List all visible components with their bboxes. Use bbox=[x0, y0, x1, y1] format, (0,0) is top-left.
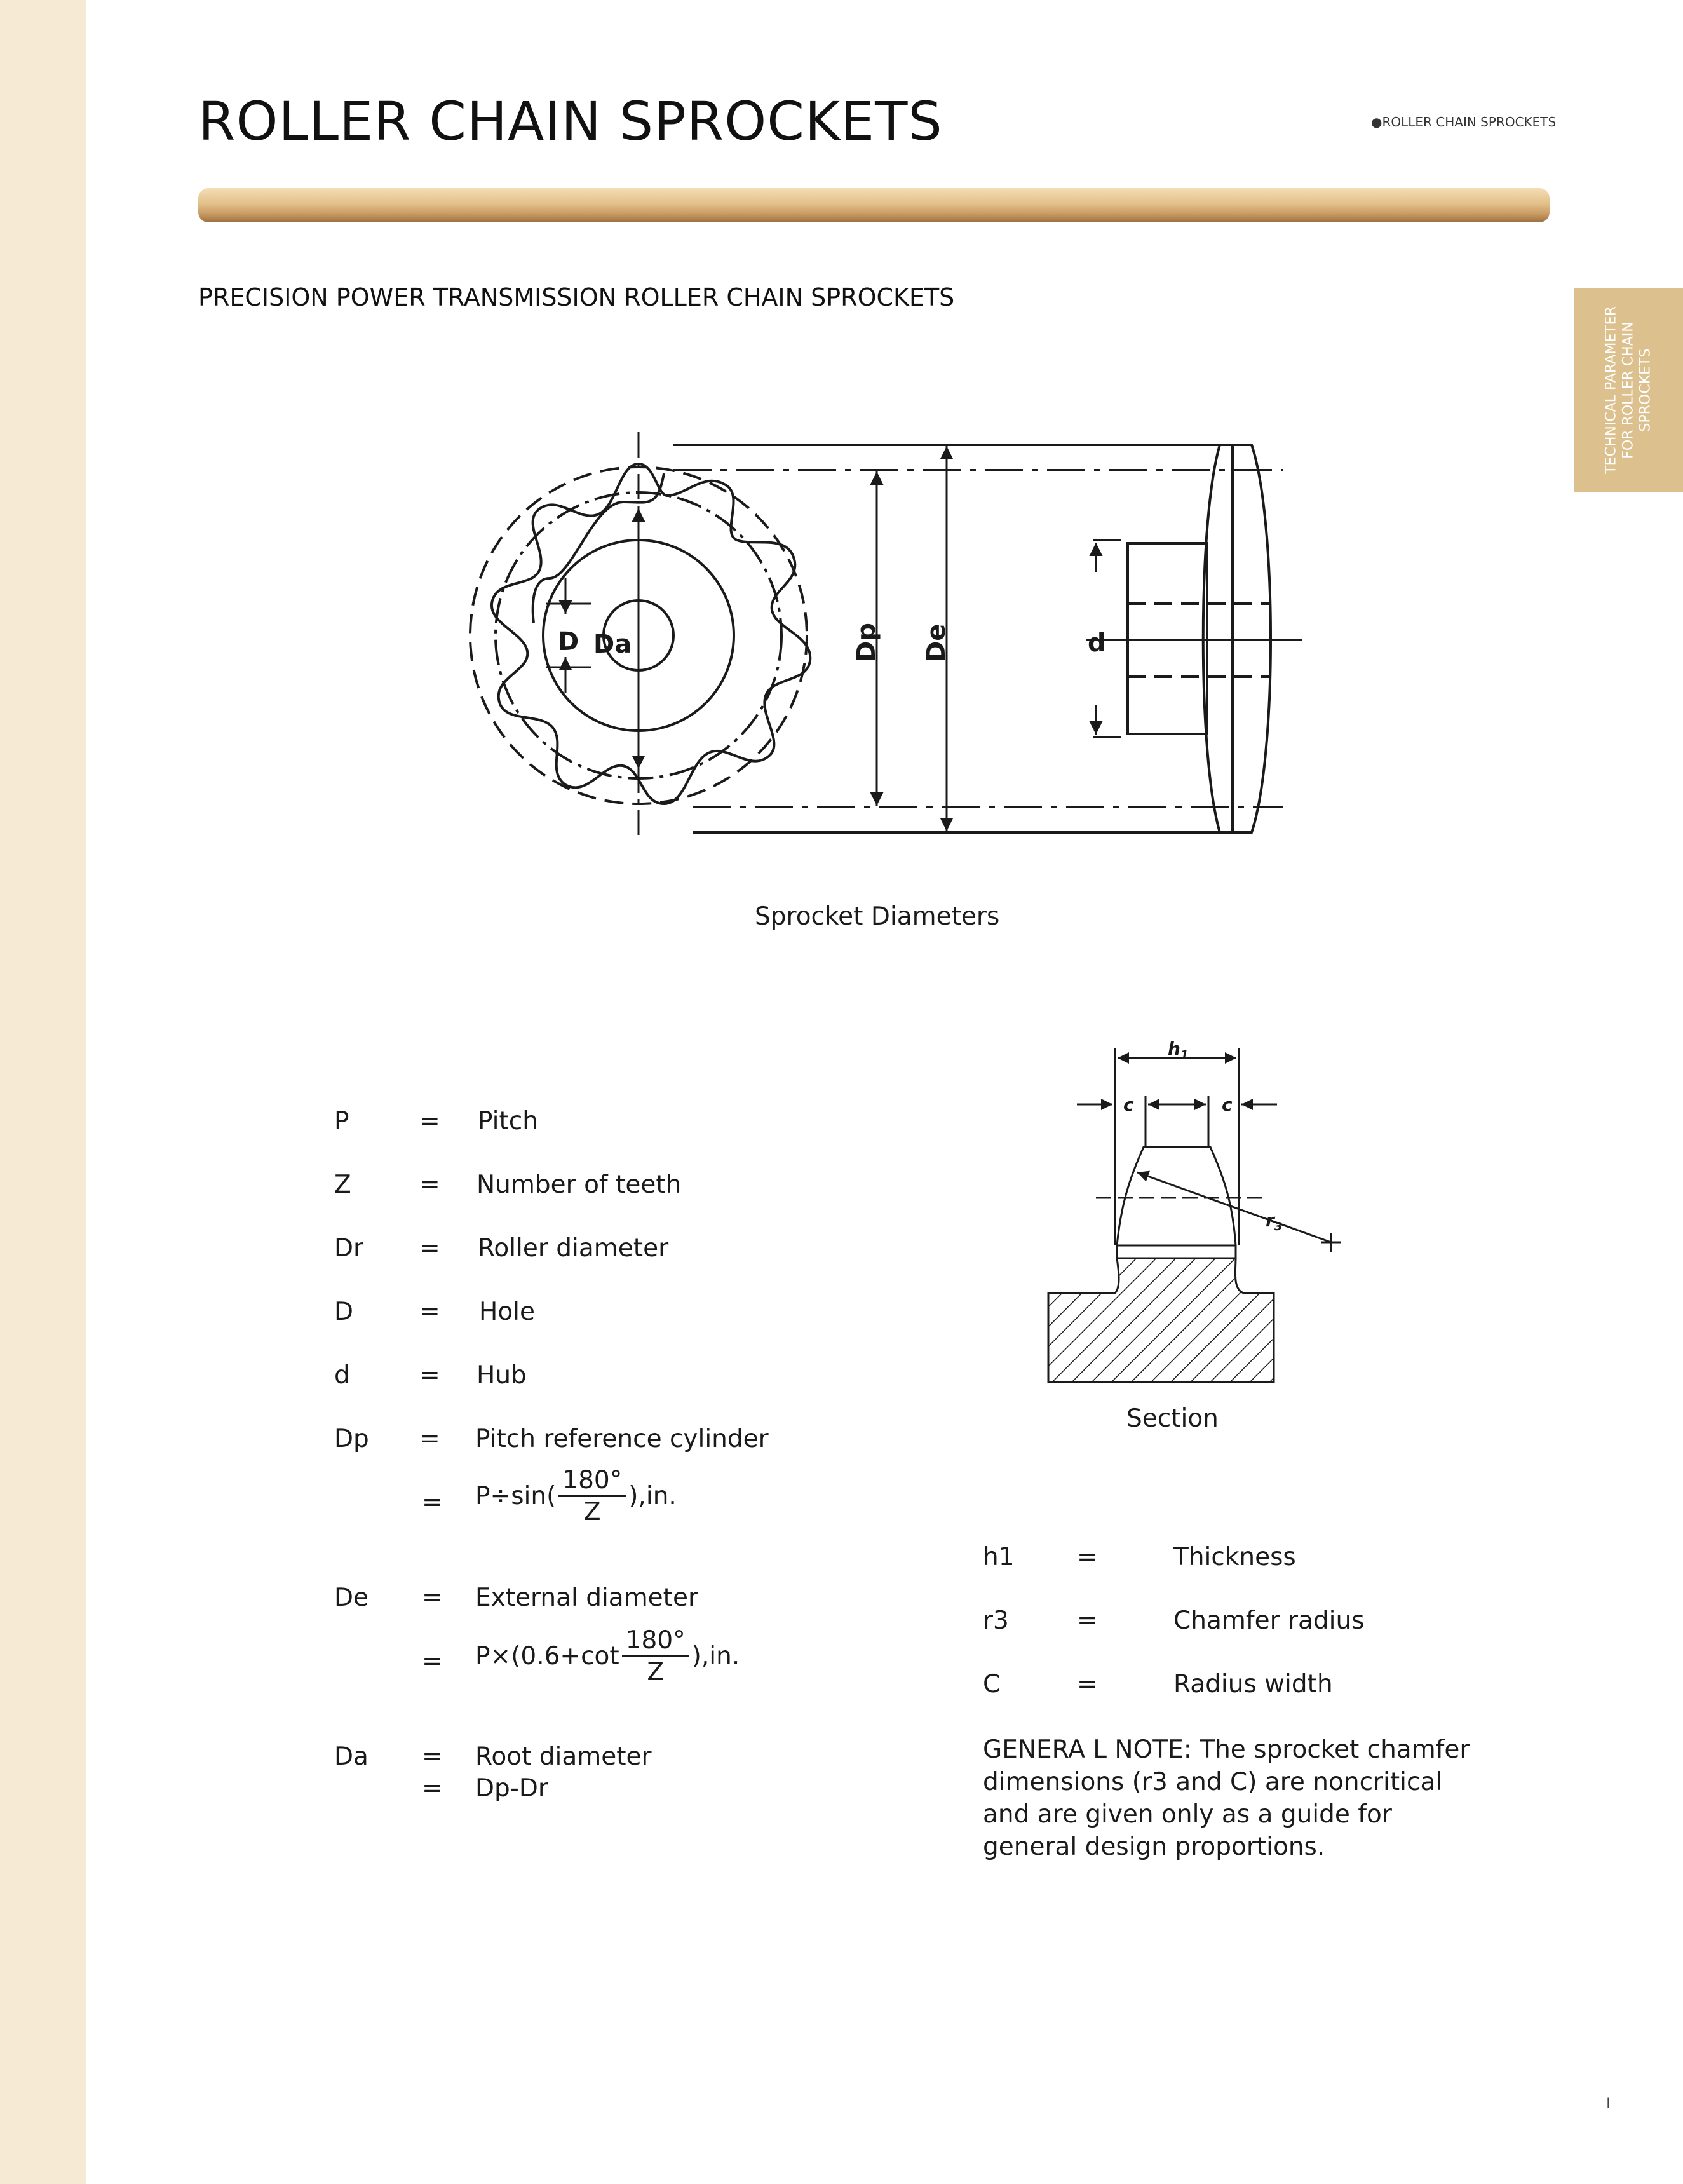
label-c-right: c bbox=[1222, 1094, 1233, 1115]
label-Dp: Dp bbox=[852, 623, 881, 662]
page-number: I bbox=[1606, 2094, 1611, 2112]
def-text-pitch: Pitch bbox=[478, 1107, 538, 1136]
general-note: GENERA L NOTE: The sprocket chamfer dimensions (r3 and C) are noncritical and are given only as a guide for general design proportions. bbox=[983, 1735, 1470, 1861]
formula-dp-fraction bbox=[558, 1468, 626, 1524]
label-d: d bbox=[1088, 628, 1106, 658]
def-symbol-h1: h1 bbox=[983, 1543, 1015, 1571]
def-equals: = bbox=[1077, 1606, 1098, 1635]
header-divider-bar bbox=[198, 188, 1550, 222]
section-caption: Section bbox=[1126, 1404, 1219, 1433]
def-equals: = bbox=[419, 1107, 440, 1136]
header-section-tag: ●ROLLER CHAIN SPROCKETS bbox=[1371, 114, 1557, 130]
formula-dp-denominator: Z bbox=[583, 1498, 601, 1526]
def-text-pitch-reference-cylinder: Pitch reference cylinder bbox=[475, 1425, 769, 1453]
def-symbol-z: Z bbox=[334, 1170, 351, 1199]
left-margin-strip bbox=[0, 0, 86, 2184]
def-text-hub: Hub bbox=[477, 1361, 527, 1390]
def-text-thickness: Thickness bbox=[1173, 1543, 1296, 1571]
def-text-roller-diameter: Roller diameter bbox=[478, 1234, 669, 1263]
def-symbol-r3: r3 bbox=[983, 1606, 1009, 1635]
def-symbol-c: C bbox=[983, 1670, 1001, 1699]
def-equals: = bbox=[419, 1298, 440, 1326]
def-equals: = bbox=[419, 1170, 440, 1199]
sprocket-diameters-caption: Sprocket Diameters bbox=[755, 902, 1000, 931]
formula-equals: = bbox=[422, 1488, 443, 1517]
def-equals: = bbox=[419, 1234, 440, 1263]
formula-de bbox=[475, 1628, 740, 1685]
side-tab[interactable] bbox=[1574, 288, 1683, 492]
formula-dp-post: ),in. bbox=[628, 1482, 677, 1510]
page-title: ROLLER CHAIN SPROCKETS bbox=[198, 90, 943, 153]
def-symbol-dp: Dp bbox=[334, 1425, 369, 1453]
sprocket-diameters-diagram bbox=[438, 426, 1315, 845]
def-equals: = bbox=[419, 1425, 440, 1453]
formula-da: Dp-Dr bbox=[475, 1774, 548, 1803]
label-De: De bbox=[922, 623, 951, 662]
def-equals: = bbox=[422, 1742, 443, 1771]
formula-de-pre: P×(0.6+cot bbox=[475, 1642, 619, 1671]
def-text-number-of-teeth: Number of teeth bbox=[477, 1170, 682, 1199]
sprocket-hub-side bbox=[1128, 543, 1207, 734]
def-text-root-diameter: Root diameter bbox=[475, 1742, 652, 1771]
sprocket-teeth bbox=[492, 464, 810, 804]
def-symbol-dr: Dr bbox=[334, 1234, 364, 1263]
formula-de-fraction bbox=[622, 1628, 689, 1685]
def-equals: = bbox=[1077, 1543, 1098, 1571]
def-text-external-diameter: External diameter bbox=[475, 1584, 698, 1612]
formula-de-post: ),in. bbox=[691, 1642, 740, 1671]
def-equals: = bbox=[419, 1361, 440, 1390]
formula-equals: = bbox=[422, 1647, 443, 1676]
label-c-left: c bbox=[1123, 1094, 1134, 1115]
section-base bbox=[1048, 1258, 1274, 1382]
label-D: D bbox=[558, 627, 579, 656]
def-symbol-hub: d bbox=[334, 1361, 350, 1390]
formula-dp bbox=[475, 1468, 677, 1524]
section-tooth bbox=[1117, 1147, 1236, 1258]
label-Da: Da bbox=[593, 630, 632, 659]
formula-dp-pre: P÷sin( bbox=[475, 1482, 557, 1510]
sprocket-side-plate bbox=[1203, 445, 1271, 832]
def-text-radius-width: Radius width bbox=[1173, 1670, 1333, 1699]
formula-dp-numerator: 180° bbox=[558, 1468, 626, 1497]
def-symbol-da: Da bbox=[334, 1742, 368, 1771]
def-symbol-p: P bbox=[334, 1107, 349, 1136]
def-symbol-de: De bbox=[334, 1584, 369, 1612]
def-equals: = bbox=[1077, 1670, 1098, 1699]
formula-de-numerator: 180° bbox=[622, 1628, 689, 1657]
label-r3: $r_3$ bbox=[1266, 1210, 1283, 1233]
def-text-hole: Hole bbox=[479, 1298, 536, 1326]
def-text-chamfer-radius: Chamfer radius bbox=[1173, 1606, 1365, 1635]
def-equals: = bbox=[422, 1584, 443, 1612]
label-h1: $h_1$ bbox=[1168, 1038, 1189, 1062]
formula-equals: = bbox=[422, 1774, 443, 1803]
def-symbol-hole: D bbox=[334, 1298, 354, 1326]
section-subtitle: PRECISION POWER TRANSMISSION ROLLER CHAIN SPROCKETS bbox=[198, 283, 955, 311]
section-diagram bbox=[1042, 1036, 1347, 1392]
side-tab-label: TECHNICAL PARAMETER FOR ROLLER CHAIN SPROCKETS bbox=[1603, 306, 1654, 474]
formula-de-denominator: Z bbox=[647, 1658, 665, 1686]
